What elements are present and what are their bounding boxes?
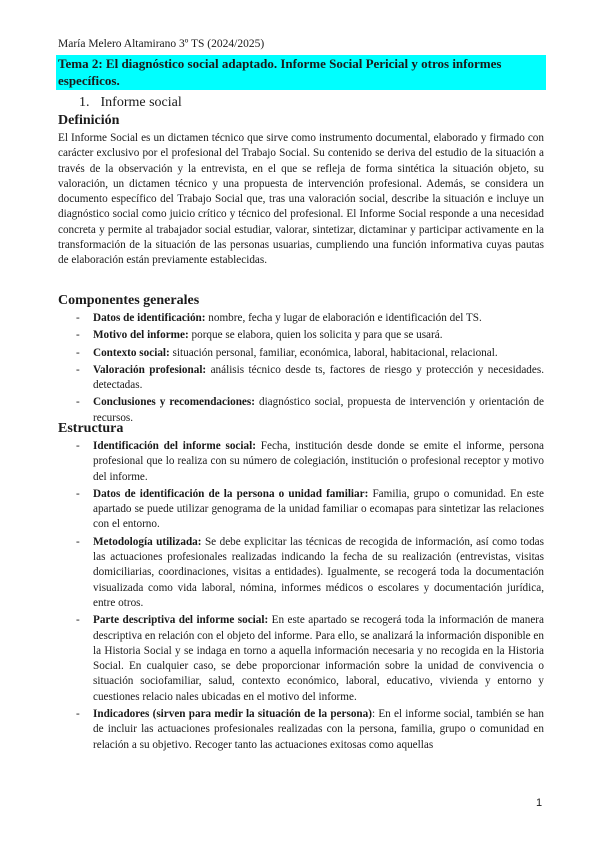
dash-bullet: - <box>76 708 80 721</box>
item-text: diagnóstico social, propuesta de intervención y orientación de recursos. <box>93 396 544 424</box>
item-text: Se debe explicitar las técnicas de recogida de información, así como todas las actuaciones profesionales realizadas indicando la fecha de su realización (entrevistas, visitas domiciliarias, coordinaciones, visitas a entidades). Igualmente, se recogerá toda la documentación visualizada como vida laboral, nómina, informes médicos o escolares y documentación jurídica, entre otros. <box>93 535 544 609</box>
dash-bullet: - <box>76 329 80 342</box>
dash-bullet: - <box>76 440 80 452</box>
list-item <box>58 363 544 394</box>
section-label: Informe social <box>100 95 182 110</box>
list-item <box>58 535 544 611</box>
item-label: Contexto social: <box>93 346 170 359</box>
dash-bullet: - <box>76 312 80 324</box>
page-header: María Melero Altamirano 3º TS (2024/2025) <box>58 38 265 50</box>
list-item <box>58 311 544 326</box>
estructura-list <box>58 439 544 755</box>
list-item <box>58 487 544 533</box>
dash-bullet: - <box>76 614 80 627</box>
item-label: Datos de identificación de la persona o unidad familiar: <box>93 487 369 500</box>
chapter-title: Tema 2: El diagnóstico social adaptado. Informe Social Pericial y otros informes específicos. <box>56 55 546 90</box>
componentes-heading: Componentes generales <box>58 293 200 308</box>
item-label: Indicadores (sirven para medir la situación de la persona) <box>93 708 372 721</box>
item-text: En este apartado se recogerá toda la información de manera descriptiva en relación con el objeto del informe. Para ello, se analizará la información disponible en la Historia Social y se indaga en torno a aquella información necesaria y no recogida en la Historia Social. En cualquier caso, se debe proporcionar información sobre la unidad de convivencia o situación sociofamiliar, salud, contexto económico, laboral, educativo, vivienda y entorno y cuestiones relacio nales ubicadas en el motivo del informe. <box>93 614 544 703</box>
dash-bullet: - <box>76 396 80 409</box>
list-item <box>58 439 544 485</box>
list-item <box>58 346 544 361</box>
item-text: porque se elabora, quien los solicita y para que se usará. <box>188 329 443 342</box>
list-item <box>58 613 544 705</box>
dash-bullet: - <box>76 487 80 500</box>
item-text: Fecha, institución desde donde se emite el informe, persona profesional que lo realiza con su número de colegiación, institución o profesional receptor y motivo del informe. <box>93 440 544 483</box>
section-heading <box>79 95 182 111</box>
list-item <box>58 328 544 343</box>
estructura-heading: Estructura <box>58 421 124 436</box>
item-text: : En el informe social, también se han de incluir las actuaciones profesionales realizadas con la persona, familia, grupo o comunidad en relación a su objetivo. Recoger tanto las actuaciones exitosas como aquellas <box>93 708 544 751</box>
item-text: análisis técnico desde ts, factores de riesgo y protección y necesidades. detectadas. <box>93 363 544 392</box>
item-text: Familia, grupo o comunidad. En este apartado se puede utilizar genograma de la unidad familiar o ecomapas para sintetizar las relaciones con el entorno. <box>93 487 545 531</box>
item-text: nombre, fecha y lugar de elaboración e identificación del TS. <box>205 312 482 324</box>
componentes-list <box>58 311 544 428</box>
list-item <box>58 707 544 753</box>
dash-bullet: - <box>76 535 80 548</box>
item-label: Identificación del informe social: <box>93 440 256 452</box>
section-number: 1. <box>79 95 90 110</box>
item-label: Conclusiones y recomendaciones: <box>93 396 255 409</box>
dash-bullet: - <box>76 363 80 376</box>
item-label: Valoración profesional: <box>93 363 207 376</box>
dash-bullet: - <box>76 346 80 359</box>
item-text: situación personal, familiar, económica, laboral, habitacional, relacional. <box>169 346 498 359</box>
item-label: Parte descriptiva del informe social: <box>93 614 269 627</box>
definicion-heading: Definición <box>58 113 120 128</box>
page-number: 1 <box>536 797 543 809</box>
list-item <box>58 395 544 426</box>
definicion-paragraph: El Informe Social es un dictamen técnico que sirve como instrumento documental, elaborado y firmado con carácter exclusivo por el profesional del Trabajo Social. Su contenido se deriva del estudio de la situación a través de la observación y la entrevista, en el que se refleja de forma sintética la situación objeto, su valoración, un dictamen técnico y una propuesta de intervención profesional. Además, se considera un documento específico del Trabajo Social que, tras una valoración social, describe la situación e incluye un diagnóstico social como juicio crítico y técnico del profesional. El Informe Social responde a una necesidad concreta y permite al trabajador social estudiar, valorar, sintetizar, dictaminar y participar activamente en la transformación de la situación de las personas usuarias, cumpliendo una función informativa cuyas pautas de elaboración están previamente establecidas. <box>58 132 544 267</box>
item-label: Metodología utilizada: <box>93 535 202 548</box>
item-label: Datos de identificación: <box>93 312 206 324</box>
item-label: Motivo del informe: <box>93 329 189 342</box>
